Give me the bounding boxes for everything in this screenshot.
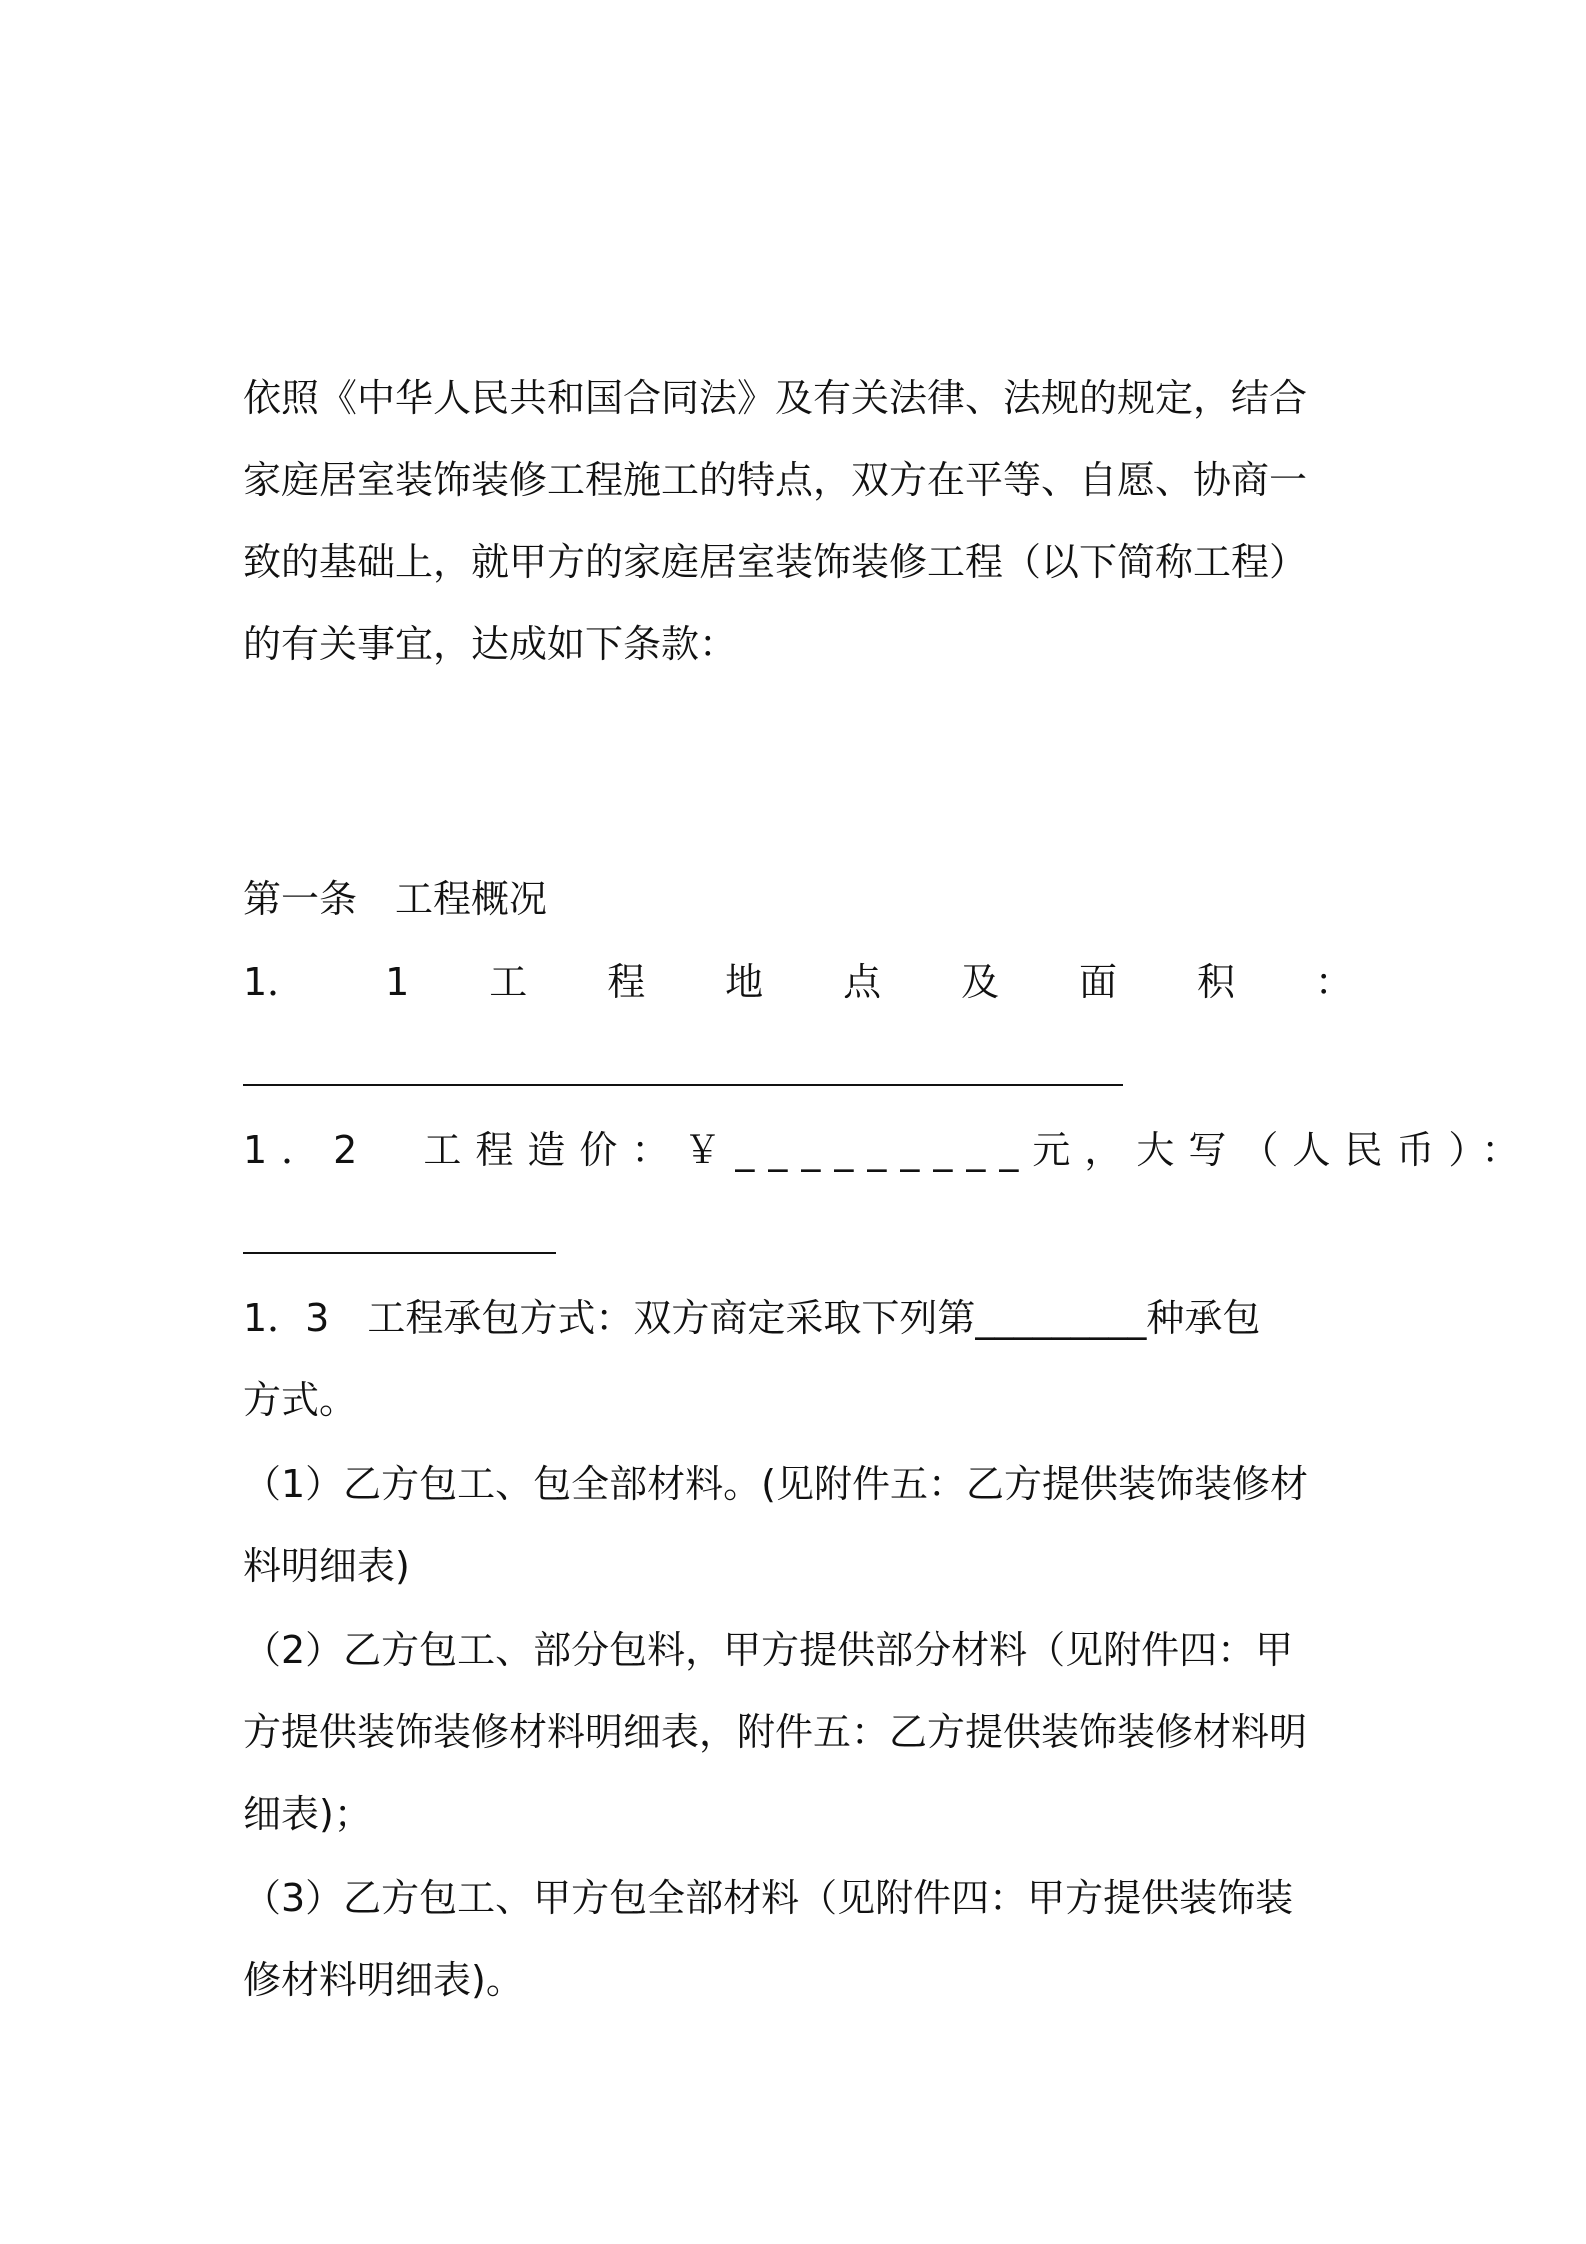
item-1-1-char: 积 [1196, 960, 1235, 1004]
item-1-3-line-1: 1．3 工程承包方式：双方商定采取下列第_________种承包 [243, 1296, 1261, 1340]
option-3-line-2: 修材料明细表)。 [243, 1958, 524, 2002]
item-1-1-char: 及 [961, 960, 1000, 1004]
item-1-1-char: 点 [843, 960, 882, 1004]
area-blank-line [243, 1084, 1123, 1086]
item-1-1-char: 1 [385, 960, 410, 1004]
intro-line-2: 家庭居室装饰装修工程施工的特点，双方在平等、自愿、协商一 [243, 458, 1308, 502]
option-1-line-1: （1）乙方包工、包全部材料。(见附件五：乙方提供装饰装修材 [243, 1462, 1309, 1506]
intro-line-3: 致的基础上，就甲方的家庭居室装饰装修工程（以下简称工程） [243, 540, 1308, 584]
option-2-line-1: （2）乙方包工、部分包料，甲方提供部分材料（见附件四：甲 [243, 1628, 1294, 1672]
option-2-line-3: 细表)； [243, 1792, 372, 1836]
item-1-1-char: 面 [1079, 960, 1118, 1004]
item-1-1-char: 工 [489, 960, 528, 1004]
intro-line-4: 的有关事宜，达成如下条款： [243, 622, 738, 666]
option-3-line-1: （3）乙方包工、甲方包全部材料（见附件四：甲方提供装饰装 [243, 1876, 1294, 1920]
article-1-heading: 第一条 工程概况 [243, 877, 548, 921]
item-1-1-char: ： [1314, 960, 1353, 1004]
item-1-2: 1．2 工程造价：￥_________元，大写（人民币）： [243, 1128, 1534, 1172]
item-1-1-char: 程 [607, 960, 646, 1004]
intro-line-1: 依照《中华人民共和国合同法》及有关法律、法规的规定，结合 [243, 376, 1308, 420]
item-1-1 [243, 956, 1353, 1008]
item-1-1-char: 地 [725, 960, 764, 1004]
item-1-3-line-2: 方式。 [243, 1378, 358, 1422]
amount-words-blank-line [243, 1252, 556, 1254]
option-2-line-2: 方提供装饰装修材料明细表，附件五：乙方提供装饰装修材料明 [243, 1710, 1308, 1754]
item-1-1-char: 1． [243, 960, 306, 1004]
option-1-line-2: 料明细表) [243, 1544, 410, 1588]
